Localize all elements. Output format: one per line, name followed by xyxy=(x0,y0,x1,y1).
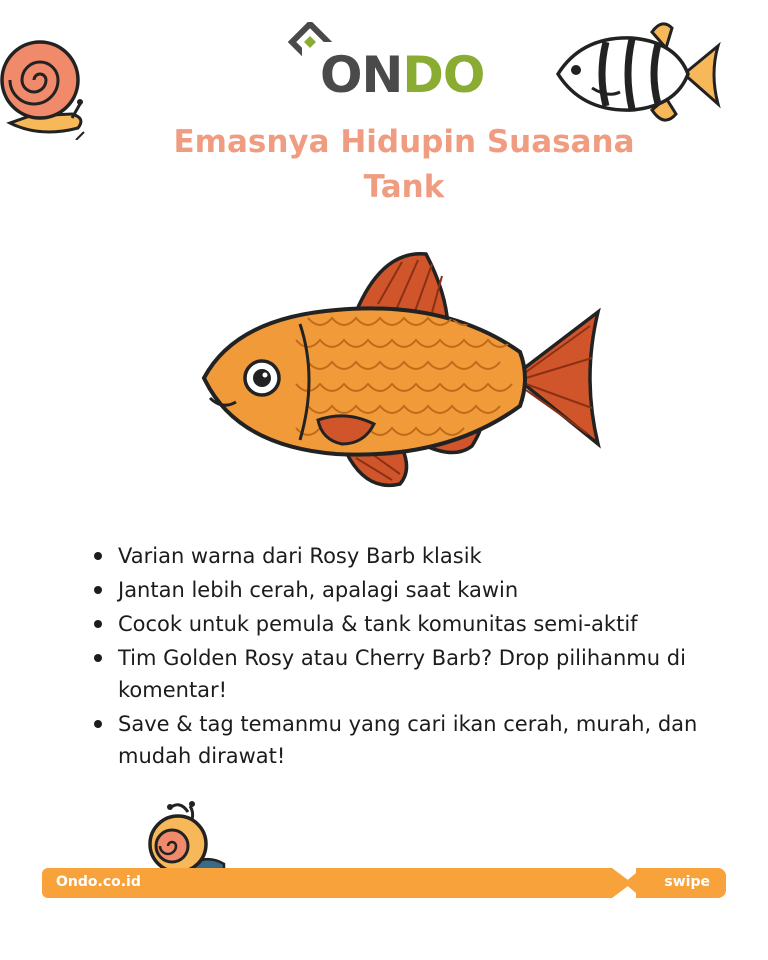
footer-site-link[interactable]: Ondo.co.id xyxy=(56,874,141,890)
list-item: Tim Golden Rosy atau Cherry Barb? Drop pilihanmu di komentar! xyxy=(92,642,702,706)
title-line-2: Tank xyxy=(363,169,445,205)
swipe-button[interactable] xyxy=(636,868,726,898)
list-item: Jantan lebih cerah, apalagi saat kawin xyxy=(92,574,702,606)
striped-fish-icon xyxy=(552,18,722,130)
small-snail-icon xyxy=(144,798,230,870)
brand-logo xyxy=(288,22,488,104)
brand-wordmark xyxy=(320,46,485,104)
page-title xyxy=(120,120,688,210)
list-item: Cocok untuk pemula & tank komunitas semi-aktif xyxy=(92,608,702,640)
title-line-1: Emasnya Hidupin Suasana xyxy=(173,124,635,160)
snail-icon xyxy=(0,18,92,140)
footer-bar xyxy=(42,868,726,900)
brand-part-do: DO xyxy=(402,46,485,104)
list-item: Save & tag temanmu yang cari ikan cerah, murah, dan mudah dirawat! xyxy=(92,708,702,772)
feature-list xyxy=(92,540,702,774)
golden-fish-icon xyxy=(196,248,606,498)
footer-left-bar xyxy=(42,868,650,898)
list-item: Varian warna dari Rosy Barb klasik xyxy=(92,540,702,572)
brand-part-on: ON xyxy=(320,46,403,104)
swipe-label: swipe xyxy=(664,874,710,890)
